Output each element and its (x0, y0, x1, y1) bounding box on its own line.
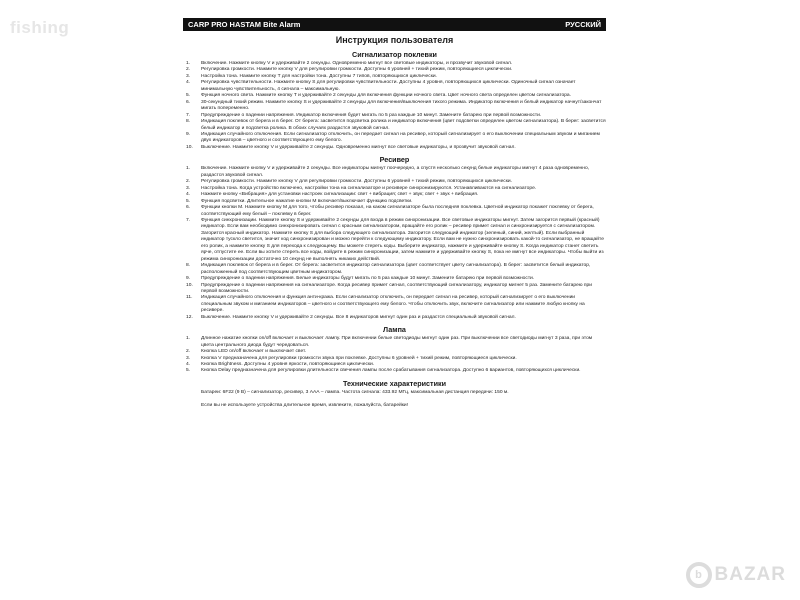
item-text: Регулировка громкости. Нажмите кнопку V для регулировки громкости. Доступны 6 уровней + тихий режим, повторяющиеся циклически. (201, 67, 513, 73)
list-item (183, 295, 606, 314)
document-title: Инструкция пользователя (335, 35, 454, 45)
section-heading: Лампа (383, 325, 406, 335)
item-text: Выключение. Нажмите кнопку V и удерживайте 2 секунды. Все 8 индикаторов мигнут один раз и раздастся специальный звуковой сигнал. (201, 314, 516, 320)
item-text: Предупреждение о падении напряжения. Индикатор включения будет мигать по 5 раз каждые 10 минут. Замените батарею при первой возможности. (201, 112, 542, 118)
instruction-document (183, 18, 606, 588)
document-header-bar (183, 18, 606, 31)
item-text: Настройка тона. Нажмите кнопку T для настройки тона. Доступны 7 типов, повторяющихся циклически. (201, 73, 437, 79)
product-name: CARP PRO HASTAM Bite Alarm (188, 20, 301, 29)
item-number: 5. (186, 93, 191, 99)
bazar-watermark (686, 562, 787, 588)
item-number: 3. (186, 185, 191, 191)
item-number: 4. (186, 80, 191, 86)
item-number: 12. (186, 314, 193, 320)
section-heading: Сигнализатор поклевки (352, 50, 437, 59)
item-number: 2. (186, 67, 191, 73)
item-number: 7. (186, 217, 191, 223)
list-item (183, 205, 606, 218)
item-number: 10. (186, 144, 193, 150)
item-text: Выключение. Нажмите кнопку V и удерживайте 2 секунды. Одновременно мигнут все световые индикаторы, и прозвучит звуковой сигнал. (201, 144, 516, 150)
item-number: 1. (186, 166, 191, 172)
instruction-list (183, 61, 606, 151)
item-text: Функции кнопки M. Нажмите кнопку M для того, чтобы ресивер показал, на каком сигнализаторе была последняя поклевка. Цветной индикатор покажет поклевку от берега, соответствующий ему белый – поклевку в берег. (201, 205, 594, 217)
item-text: Функция подсветки. Длительное нажатие кнопки M включает/выключает функцию подсветки. (201, 198, 413, 204)
list-item (183, 336, 606, 349)
item-number: 10. (186, 282, 193, 288)
item-text: Регулировка громкости. Нажмите кнопку V для регулировки громкости. Доступны 6 уровней + тихий режим, повторяющихся циклически. (201, 179, 512, 185)
item-text: Индикация поклевок от берега и в берег. От берега: засветится подсветка ролика и индикатор включения (цвет подсветки определен цветом сигнализатора). В берег: засветится белый индикатор и подсветка ролика. В обоих случаях раздастся звуковой сигнал. (201, 119, 606, 131)
item-text: Регулировка чувствительности. Нажмите кнопку S для регулировки чувствительности. Доступны 4 уровня, повторяющихся циклически. Одиночный сигнал означает минимальную чувствительность, 4 сигнала – максимальную. (201, 80, 576, 92)
instruction-list (183, 166, 606, 321)
item-number: 6. (186, 205, 191, 211)
item-number: 2. (186, 349, 191, 355)
item-number: 7. (186, 112, 191, 118)
sections-container (183, 50, 606, 375)
item-number: 11. (186, 295, 193, 301)
language-label: РУССКИЙ (565, 20, 601, 29)
bazar-logo-text: BAZAR (714, 564, 786, 585)
list-item (183, 166, 606, 179)
battery-note: Если вы не используете устройства длительное время, извлеките, пожалуйста, батарейки! (201, 403, 409, 409)
list-item (183, 80, 606, 93)
list-item (183, 218, 606, 263)
item-text: Включение. Нажмите кнопку V и удерживайте 2 секунды. Одновременно мигнут все световые индикаторы, и прозвучит звуковой сигнал. (201, 61, 513, 66)
list-item (183, 368, 606, 374)
item-text: Нажмите кнопку «Вибрация» для установки настроек сигнализации: свет + вибрация; свет + звук; свет + звук + вибрация. (201, 192, 479, 198)
item-number: 4. (186, 362, 191, 368)
item-number: 4. (186, 192, 191, 198)
list-item (183, 145, 606, 151)
item-text: Индикация случайного отключения. Если сигнализатор отключить, он передает сигнал на ресивер, который сигнализирует о его выключении специальным звуком и миганием двух индикаторов – цветного и соответствующего ему белого. (201, 131, 600, 144)
item-text: Кнопка Delay предназначена для регулировки длительности свечения лампы после срабатывания сигнализатора. Доступно 6 вариантов, повторяющихся циклически. (201, 368, 581, 374)
item-text: Кнопка Brightness. Доступны 4 уровня яркости, повторяющиеся циклически. (201, 362, 375, 368)
item-number: 8. (186, 263, 191, 269)
item-text: Включение. Нажмите кнопку V и удерживайте 2 секунды. Все индикаторы мигнут поочередно, а спустя несколько секунд белые индикаторы мигнут 4 раза одновременно, раздастся звуковой сигнал. (201, 166, 590, 178)
item-number: 9. (186, 131, 191, 137)
item-number: 1. (186, 61, 191, 66)
item-number: 3. (186, 73, 191, 79)
item-number: 1. (186, 336, 191, 342)
section-heading: Ресивер (379, 155, 410, 165)
item-number: 3. (186, 355, 191, 361)
item-number: 5. (186, 368, 191, 374)
item-text: Предупреждение о падении напряжения. Белые индикаторы будут мигать по 5 раз каждые 10 минут. Замените батарею при первой возможности. (201, 276, 535, 282)
list-item (183, 263, 606, 276)
watermark-fishing: fishing (10, 18, 70, 37)
item-number: 8. (186, 119, 191, 125)
list-item (183, 119, 606, 132)
bazar-logo-icon: b (686, 562, 712, 588)
item-text: Кнопка V предназначена для регулировки громкости звука при поклевке. Доступны 6 уровней + тихий режим, повторяющиеся циклически. (201, 355, 517, 361)
item-number: 2. (186, 179, 191, 185)
specs-text: Батареи: 6F22 (9 В) – сигнализатор, ресивер, 3 ААА – лампа. Частота сигнала: 433.92 МГц, максимальная дистанция передачи: 150 м. (201, 389, 509, 395)
item-text: Индикация случайного отключения и функция анти-кража. Если сигнализатор отключить, он передает сигнал на ресивер, который сигнализирует о его выключении специальным звуком и миганием индикаторов – цветного и соответствующего ему белого. Чтобы отключить звук, включите сигнализатор или нажмите любую кнопку на ресивере. (201, 295, 585, 314)
list-item (183, 283, 606, 296)
item-text: Функция ночного света. Нажмите кнопку T и удерживайте 2 секунды для включения функции ночного света. Цвет ночного света определен цветом сигнализатора. (201, 93, 572, 99)
item-text: Кнопка LED on/off включает и выключает свет. (201, 349, 307, 355)
item-text: Функция синхронизации. Нажмите кнопку S и удерживайте 2 секунды для входа в режим синхронизации. Все световые индикаторы мигнут. Затем загорится первый (красный) индикатор. Если вам необходимо синхронизировать сигнал с красным сигнализатором, вращайте его ролик – ресивер примет сигнал и синхронизируется с сигнализатором. Загорится красный индикатор. Нажмите кнопку S для выбора следующего сигнализатора. Загорится следующий индикатор (зеленый, синий, желтый). Если выбранный индикатор тускло светится, значит код синхронизирован и можно перейти к следующему индикатору. Если вам не нужно синхронизировать какой-то сигнализатор, не вращайте его ролик, а нажмите кнопку S для перехода к следующему. Вы можете стереть коды. Выберите индикатор, нажмите и удерживайте кнопку S. Когда индикатор станет светить ярче, отпустите ее. Если вы хотите стереть все коды, войдите в режим синхронизации, затем нажмите и удерживайте кнопку S, пока не мигнут все индикаторы. Чтобы выйти из режима синхронизации достаточно 10 секунд не выполнять никаких действий. (201, 217, 604, 262)
list-item (183, 132, 606, 145)
item-text: Настройка тона. Когда устройство включено, настройки тона на сигнализаторе и ресивере синхронизируются. Устанавливаются на сигнализаторе. (201, 185, 537, 191)
item-text: 30-секундный тихий режим. Нажмите кнопку S и удерживайте 2 секунды для включения/выключения тихого режима. Индикатор включения и белый индикатор начнут/закончат мигать попеременно. (201, 99, 602, 112)
list-item (183, 100, 606, 113)
item-number: 6. (186, 99, 191, 105)
list-item (183, 315, 606, 321)
item-text: Длинное нажатие кнопки on/off включает и выключает лампу. При включении белые светодиоды мигнут один раз. При выключении все светодиоды мигнут 3 раза, при этом цвета центрального диода будут чередоваться. (201, 336, 593, 348)
item-number: 5. (186, 198, 191, 204)
item-number: 9. (186, 276, 191, 282)
instruction-list (183, 336, 606, 375)
item-text: Предупреждение о падении напряжения на сигнализаторе. Когда ресивер примет сигнал, соответствующий сигнализатору, индикатор мигнет 5 раз. Замените батарею при первой возможности. (201, 282, 592, 294)
item-text: Индикация поклевок от берега и в берег. От берега: засветится индикатор сигнализатора (цвет соответствует цвету сигнализатора). В берег: засветится белый индикатор, расположенный под соответствующим цветным индикатором. (201, 263, 591, 275)
specs-heading: Технические характеристики (342, 378, 447, 388)
